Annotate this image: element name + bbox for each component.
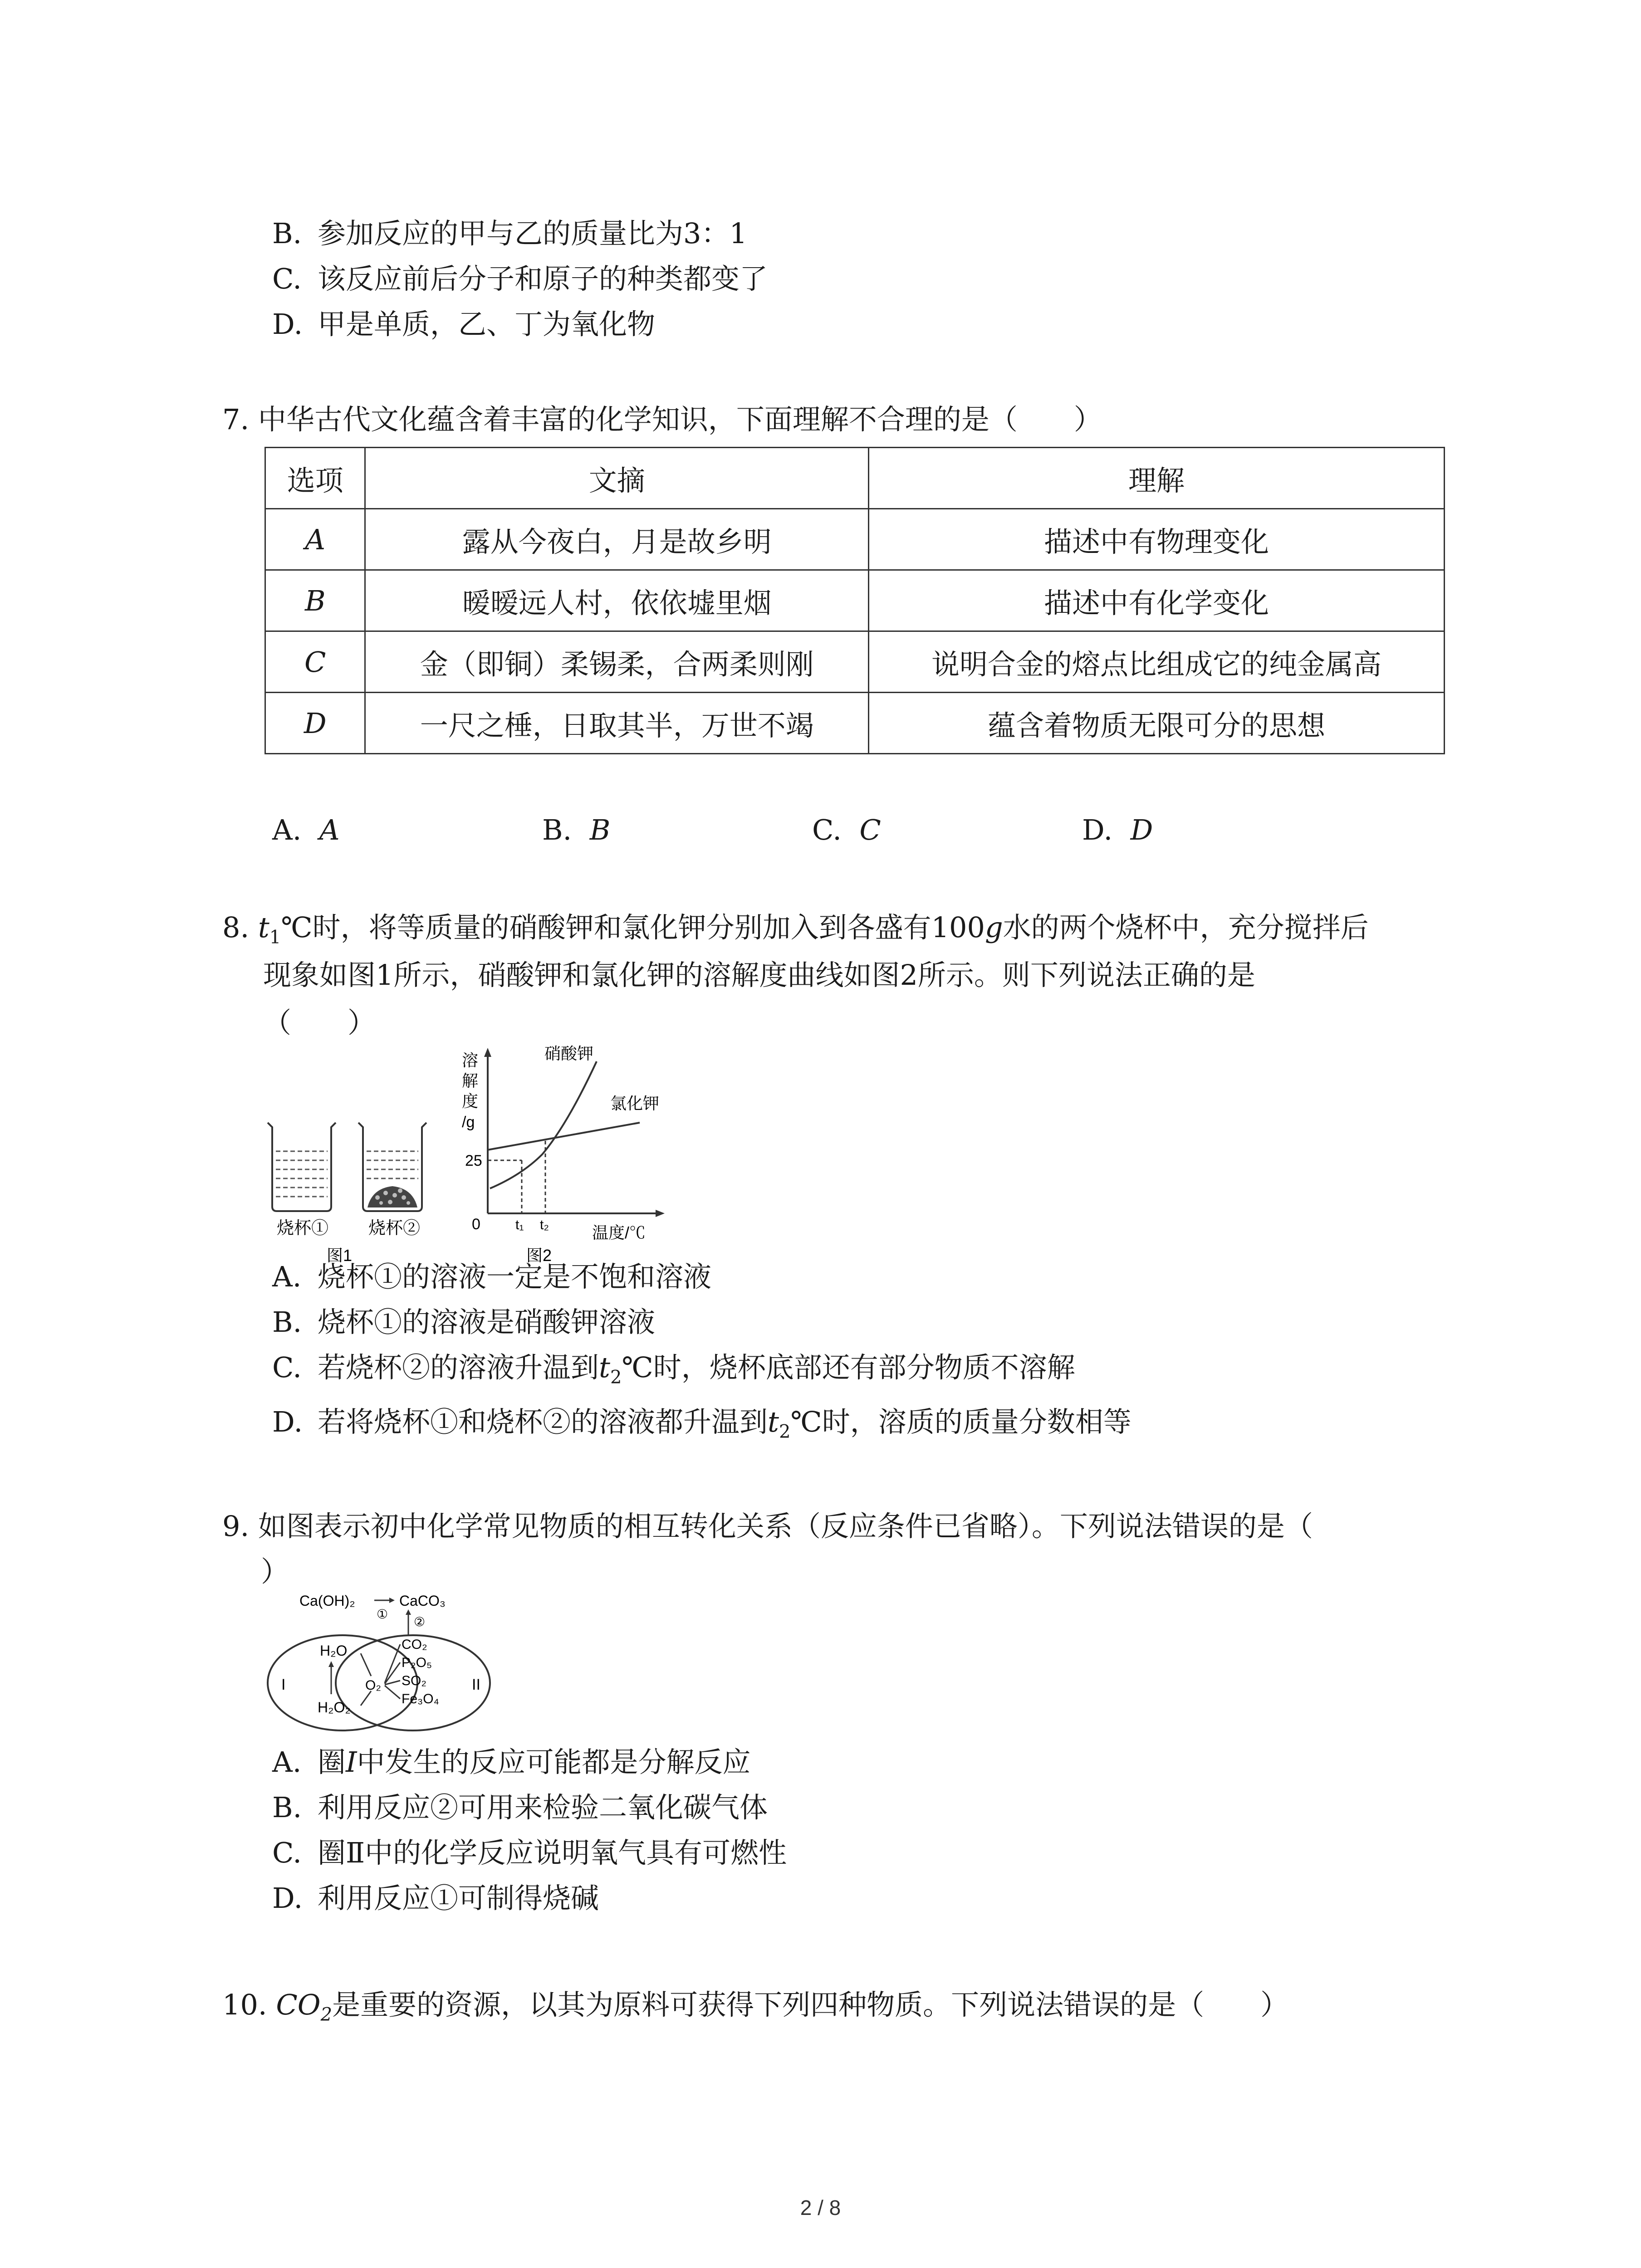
table-cell: 暧暧远人村，依依墟里烟 [365,570,869,631]
q9-option-a: A. 圈I中发生的反应可能都是分解反应 [272,1745,751,1779]
table-cell: 一尺之棰，日取其半，万世不竭 [365,693,869,754]
undissolved-solid [367,1186,417,1207]
q10-stem: 10. $CO_2$是重要的资源，以其为原料可获得下列四种物质。下列说法错误的是（ ） [222,1988,1289,2025]
table-header-row [265,448,1445,509]
caco3-label: CaCO₃ [399,1593,446,1609]
table-cell: C [265,631,365,693]
table-cell: 露从今夜白，月是故乡明 [365,509,869,570]
table-row [265,631,1445,693]
beaker-2 [358,1123,426,1211]
page-number: 2 / 8 [800,2196,841,2219]
fig2-label: 图2 [526,1246,552,1265]
q7-stem: 7. 中华古代文化蕴含着丰富的化学知识，下面理解不合理的是（ ） [222,403,1102,436]
q7-choice-a: A. A [272,813,340,846]
h2o2-label: H₂O₂ [318,1699,351,1716]
q9-option-b: B. 利用反应②可用来检验二氧化碳气体 [272,1791,768,1824]
curve-kno3 [490,1061,597,1188]
solubility-chart [462,1044,665,1265]
o2-label: O₂ [365,1678,381,1693]
table-cell: D [265,693,365,754]
table-cell: B [265,570,365,631]
origin-label: 0 [472,1216,480,1233]
fe3o4-label: Fe₃O₄ [402,1691,439,1706]
q7-table [265,447,1445,754]
beaker-1 [268,1123,336,1211]
q9-stem-line1: 9. 如图表示初中化学常见物质的相互转化关系（反应条件已省略）。下列说法错误的是（ [222,1510,1313,1543]
q7-choice-b: B. B [542,813,611,846]
ylabel-char-1: 溶 [462,1051,479,1070]
table-cell: 金（即铜）柔锡柔，合两柔则刚 [365,631,869,693]
xtick-t1: t₁ [515,1217,524,1232]
curve-kcl [488,1123,640,1150]
ylabel-char-3: 度 [462,1092,479,1110]
h2o-label: H₂O [320,1642,348,1659]
ylabel-unit: /g [462,1114,475,1131]
reaction-2-label: ② [414,1615,426,1629]
ring-1-label: I [281,1676,286,1693]
table-row [265,570,1445,631]
ring-2-label: II [472,1676,480,1693]
q8-stem-line1: 8. $t_1℃$时，将等质量的硝酸钾和氯化钾分别加入到各盛有100g水的两个烧杯中，充分搅拌后 [222,911,1369,948]
xtick-t2: t₂ [540,1217,549,1232]
q7-choice-c: C. C [812,813,881,846]
q8-option-b: B. 烧杯①的溶液是硝酸钾溶液 [272,1305,656,1339]
curve-label-kcl: 氯化钾 [610,1094,660,1113]
q6-option-b: B. 参加反应的甲与乙的质量比为3：1 [272,217,747,250]
q9-option-c: C. 圈Ⅱ中的化学反应说明氧气具有可燃性 [272,1836,787,1869]
q8-option-d: D. 若将烧杯①和烧杯②的溶液都升温到$t_2℃$时，溶质的质量分数相等 [272,1405,1132,1442]
q7-choice-d: D. D [1082,813,1153,846]
table-header: 选项 [265,448,365,509]
q8-figure [259,1039,712,1266]
beaker-1-label: 烧杯① [277,1219,329,1238]
table-header: 文摘 [365,448,869,509]
beaker-2-label: 烧杯② [368,1219,421,1238]
fig1-label: 图1 [327,1246,353,1265]
q9-stem-line2: ） [261,1555,289,1588]
curve-label-kno3: 硝酸钾 [544,1044,594,1063]
q8-stem-line3: （ ） [263,1006,376,1039]
q6-option-c: C. 该反应前后分子和原子的种类都变了 [272,262,768,295]
q8-option-c: C. 若烧杯②的溶液升温到$t_2℃$时，烧杯底部还有部分物质不溶解 [272,1351,1075,1388]
table-cell: A [265,509,365,570]
q6-option-d: D. 甲是单质，乙、丁为氧化物 [272,308,656,341]
q8-stem-line2: 现象如图1所示，硝酸钾和氯化钾的溶解度曲线如图2所示。则下列说法正确的是 [263,958,1255,992]
reaction-1-label: ① [377,1607,388,1621]
table-row [265,693,1445,754]
table-cell: 描述中有物理变化 [869,509,1445,570]
so2-label: SO₂ [402,1673,426,1688]
p2o5-label: P₂O₅ [402,1655,432,1670]
table-cell: 描述中有化学变化 [869,570,1445,631]
table-cell: 蕴含着物质无限可分的思想 [869,693,1445,754]
ylabel-char-2: 解 [462,1071,479,1090]
caoh2-label: Ca(OH)₂ [299,1593,355,1609]
table-header: 理解 [869,448,1445,509]
xlabel: 温度/℃ [592,1223,646,1242]
q9-figure [263,1588,499,1737]
q9-option-d: D. 利用反应①可制得烧碱 [272,1882,599,1915]
table-row [265,509,1445,570]
q8-option-a: A. 烧杯①的溶液一定是不饱和溶液 [272,1260,712,1293]
table-cell: 说明合金的熔点比组成它的纯金属高 [869,631,1445,693]
ytick-25: 25 [465,1152,482,1169]
co2-label: CO₂ [402,1637,427,1652]
